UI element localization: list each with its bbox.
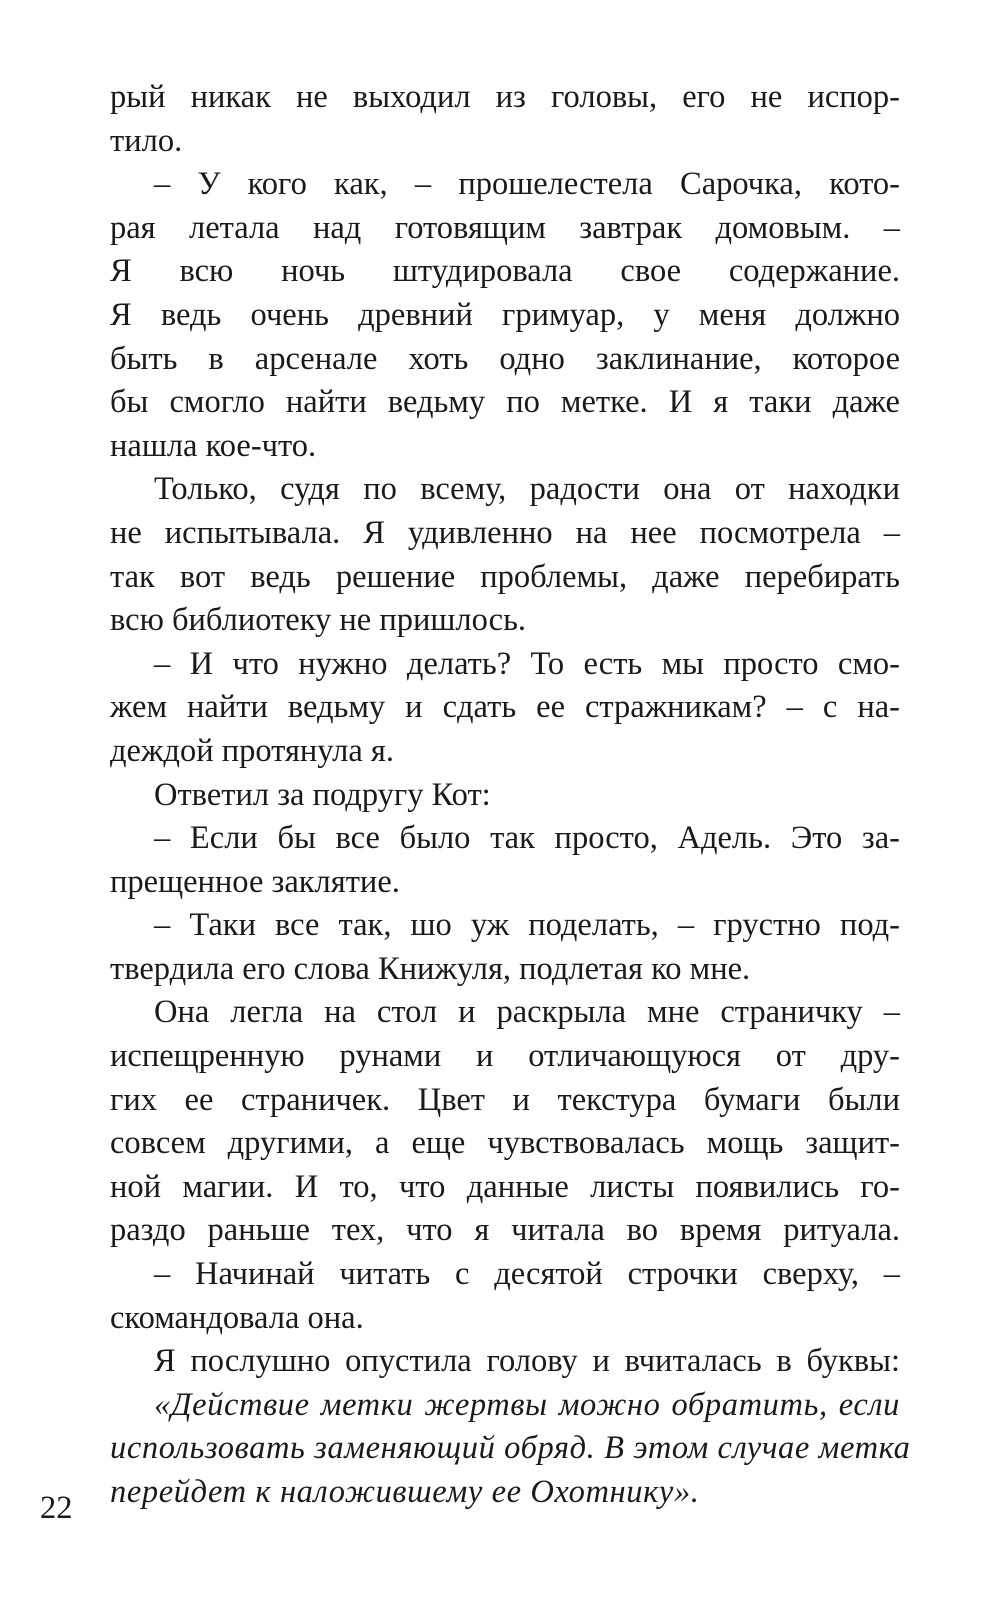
text-line: совсем другими, а еще чувствовалась мощь защит- (110, 1125, 900, 1162)
text-line: рая летала над готовящим завтрак домовым. – (110, 209, 900, 246)
quoted-spell-line: использовать заменяющий обряд. В этом случае метка (110, 1430, 911, 1467)
text-line: всю библиотеку не пришлось. (110, 602, 527, 639)
text-line: деждой протянула я. (110, 732, 394, 769)
text-line: тило. (110, 122, 183, 159)
text-line: гих ее страничек. Цвет и текстура бумаги были (110, 1081, 900, 1118)
text-line: рый никак не выходил из головы, его не испор- (110, 79, 900, 115)
text-line: прещенное заклятие. (110, 863, 400, 900)
text-line: ной магии. И то, что данные листы появились го- (110, 1168, 900, 1205)
text-line: раздо раньше тех, что я читала во время ритуала. (110, 1212, 900, 1249)
text-line: Я ведь очень древний гримуар, у меня должно (110, 296, 900, 333)
text-line: Ответил за подругу Кот: (154, 776, 491, 813)
text-line: Я всю ночь штудировала свое содержание. (110, 253, 900, 290)
text-line: твердила его слова Книжуля, подлетая ко мне. (110, 950, 751, 987)
text-line: – Таки все так, шо уж поделать, – грустно под- (154, 907, 900, 944)
text-line: так вот ведь решение проблемы, даже перебирать (110, 558, 900, 595)
text-line: жем найти ведьму и сдать ее стражникам? – с на- (110, 689, 900, 726)
text-line: нашла кое-что. (110, 427, 317, 464)
text-line: – Начинай читать с десятой строчки сверху, – (154, 1256, 900, 1293)
text-line: скомандовала она. (110, 1299, 364, 1336)
page-body-text (110, 76, 911, 1515)
quoted-spell-line: перейдет к наложившему ее Охотнику». (110, 1474, 700, 1510)
text-line: бы смогло найти ведьму по метке. И я таки даже (110, 384, 900, 421)
text-line: Только, судя по всему, радости она от находки (154, 471, 900, 508)
text-line: – Если бы все было так просто, Адель. Это за- (154, 820, 900, 857)
text-line: быть в арсенале хоть одно заклинание, которое (110, 340, 900, 377)
text-line: Она легла на стол и раскрыла мне страничку – (154, 994, 900, 1031)
text-line: – И что нужно делать? То есть мы просто смо- (154, 645, 900, 682)
text-line: не испытывала. Я удивленно на нее посмотрела – (110, 514, 900, 551)
quoted-spell-line: «Действие метки жертвы можно обратить, если (154, 1386, 900, 1423)
page-number: 22 (40, 1490, 73, 1526)
text-line: Я послушно опустила голову и вчиталась в буквы: (154, 1343, 900, 1380)
text-line: испещренную рунами и отличающуюся от дру- (110, 1038, 900, 1075)
text-line: – У кого как, – прошелестела Сарочка, кото- (154, 166, 900, 203)
